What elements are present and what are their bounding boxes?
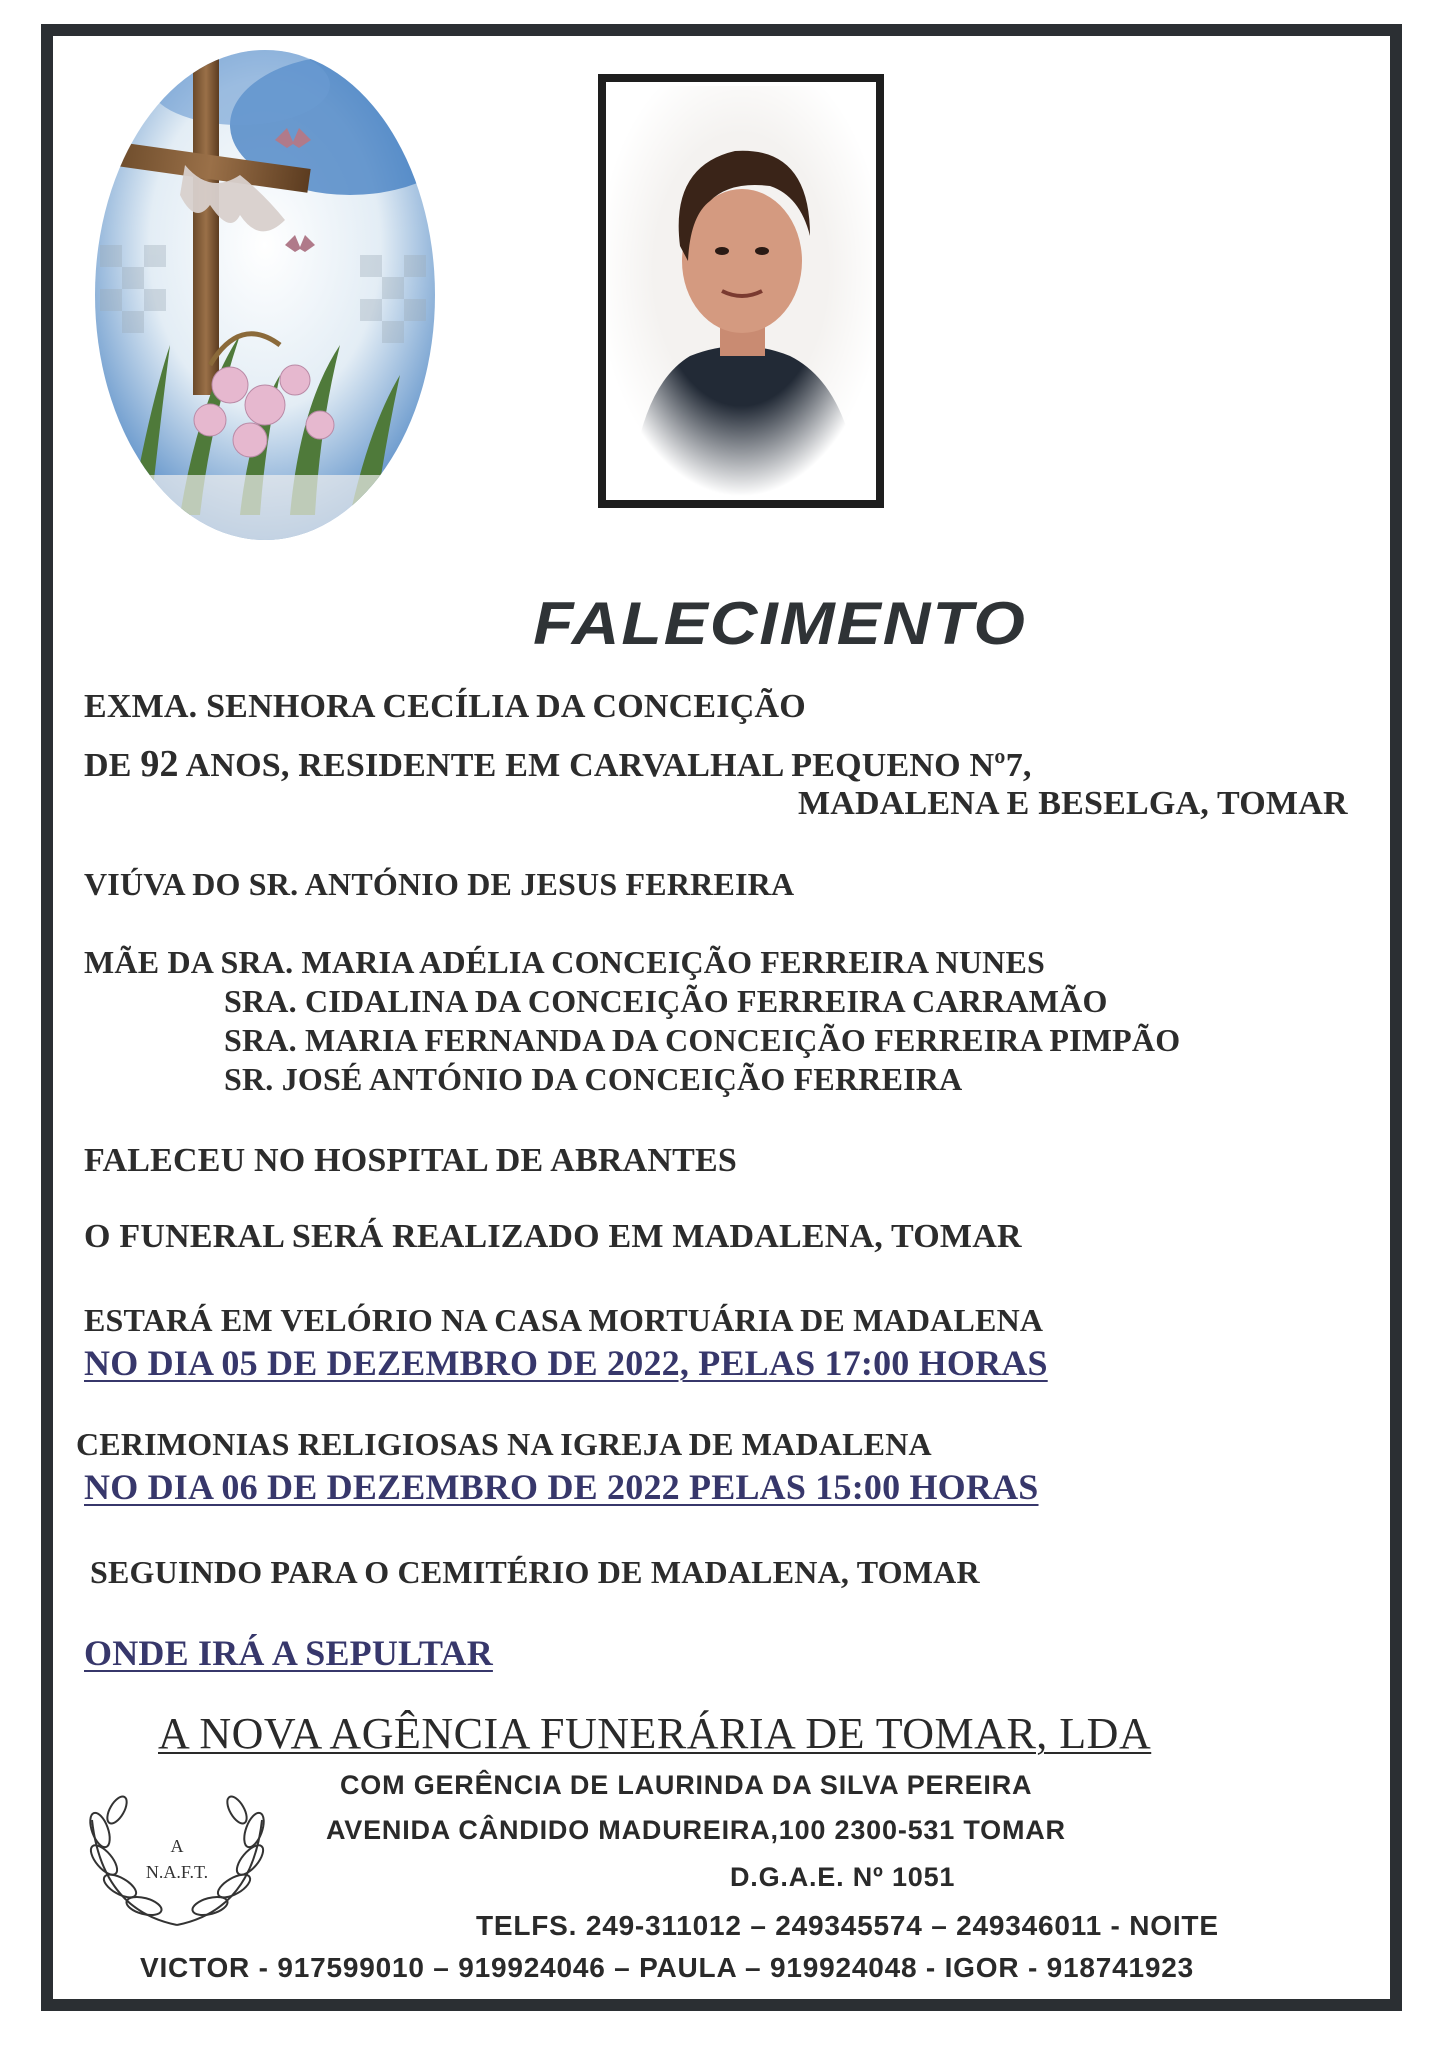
wake-line: ESTARÁ EM VELÓRIO NA CASA MORTUÁRIA DE MADALENA xyxy=(84,1302,1044,1338)
portrait-frame xyxy=(598,74,884,508)
burial-line: ONDE IRÁ A SEPULTAR xyxy=(84,1633,493,1673)
agency-address: AVENIDA CÂNDIDO MADUREIRA,100 2300-531 TOMAR xyxy=(326,1815,1066,1845)
widow-line: VIÚVA DO SR. ANTÓNIO DE JESUS FERREIRA xyxy=(84,866,795,902)
wake-date-line: NO DIA 05 DE DEZEMBRO DE 2022, PELAS 17:00 HORAS xyxy=(84,1343,1048,1383)
child-line: MÃE DA SRA. MARIA ADÉLIA CONCEIÇÃO FERREIRA NUNES xyxy=(84,944,1046,980)
child-line: SR. JOSÉ ANTÓNIO DA CONCEIÇÃO FERREIRA xyxy=(224,1061,963,1097)
logo-acronym: N.A.F.T. xyxy=(145,1862,209,1882)
agency-phones: TELFS. 249-311012 – 249345574 – 249346011 - NOITE xyxy=(476,1910,1219,1941)
procession-line: SEGUINDO PARA O CEMITÉRIO DE MADALENA, TOMAR xyxy=(90,1554,980,1590)
notice-title: FALECIMENTO xyxy=(533,588,1027,658)
agency-dgae: D.G.A.E. Nº 1051 xyxy=(730,1862,956,1892)
cross-flowers-image xyxy=(90,45,440,545)
agency-management: COM GERÊNCIA DE LAURINDA DA SILVA PEREIRA xyxy=(340,1770,1033,1800)
residence-parish-line: MADALENA E BESELGA, TOMAR xyxy=(798,785,1348,822)
deceased-name-line: EXMA. SENHORA CECÍLIA DA CONCEIÇÃO xyxy=(84,688,806,725)
portrait-photo xyxy=(606,82,876,500)
child-line: SRA. CIDALINA DA CONCEIÇÃO FERREIRA CARRAMÃO xyxy=(224,983,1108,1019)
age-residence-line: DE 92 ANOS, RESIDENTE EM CARVALHAL PEQUENO Nº7, xyxy=(84,743,1032,785)
age-value: 92 xyxy=(140,743,179,785)
death-place-line: FALECEU NO HOSPITAL DE ABRANTES xyxy=(84,1142,737,1179)
agency-name: A NOVA AGÊNCIA FUNERÁRIA DE TOMAR, LDA xyxy=(158,1709,1152,1758)
ceremony-date-line: NO DIA 06 DE DEZEMBRO DE 2022 PELAS 15:00 HORAS xyxy=(84,1467,1039,1507)
child-line: SRA. MARIA FERNANDA DA CONCEIÇÃO FERREIRA PIMPÃO xyxy=(224,1022,1181,1058)
ceremony-line: CERIMONIAS RELIGIOSAS NA IGREJA DE MADALENA xyxy=(76,1426,932,1462)
logo-letter: A xyxy=(170,1836,184,1856)
agency-contacts: VICTOR - 917599010 – 919924046 – PAULA – 919924048 - IGOR - 918741923 xyxy=(140,1952,1194,1983)
funeral-line: O FUNERAL SERÁ REALIZADO EM MADALENA, TOMAR xyxy=(84,1218,1022,1255)
